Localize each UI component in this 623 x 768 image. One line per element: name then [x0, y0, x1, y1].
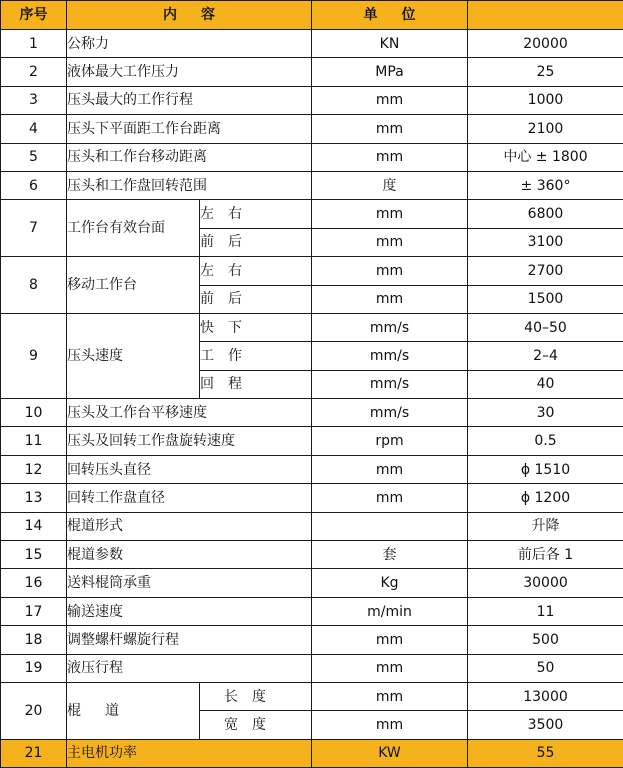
row-value: 3100 — [468, 228, 623, 256]
row-value: 前后各 1 — [468, 541, 623, 569]
row-name: 压头和工作盘回转范围 — [67, 171, 312, 199]
row-name: 送料棍筒承重 — [67, 569, 312, 597]
header-value — [468, 1, 623, 30]
table-row — [1, 143, 623, 171]
table-row — [1, 86, 623, 114]
row-value: ϕ 1510 — [468, 455, 623, 483]
row-seq: 11 — [1, 427, 67, 455]
row-value: 20000 — [468, 30, 623, 58]
row-unit: mm — [312, 455, 468, 483]
row-value: 30 — [468, 399, 623, 427]
table-row — [1, 30, 623, 58]
row-name: 压头和工作台移动距离 — [67, 143, 312, 171]
row-value: 3500 — [468, 711, 623, 739]
table-row — [1, 682, 623, 710]
row-seq: 15 — [1, 541, 67, 569]
row-sub-label: 工作 — [200, 342, 312, 370]
table-row — [1, 313, 623, 341]
row-unit: MPa — [312, 58, 468, 86]
row-sub-label: 左右 — [200, 200, 312, 228]
table-row — [1, 200, 623, 228]
row-unit: mm — [312, 257, 468, 285]
row-seq: 5 — [1, 143, 67, 171]
table-row — [1, 171, 623, 199]
row-value: 50 — [468, 654, 623, 682]
row-unit: mm — [312, 285, 468, 313]
row-value: 55 — [468, 739, 623, 767]
row-unit: KW — [312, 739, 468, 767]
table-row — [1, 58, 623, 86]
row-unit: m/min — [312, 597, 468, 625]
row-value: 40 — [468, 370, 623, 398]
row-seq: 13 — [1, 484, 67, 512]
row-value: 6800 — [468, 200, 623, 228]
row-unit: mm — [312, 86, 468, 114]
row-value: 1500 — [468, 285, 623, 313]
row-name: 回转工作盘直径 — [67, 484, 312, 512]
row-name: 棍道形式 — [67, 512, 312, 540]
row-unit: mm — [312, 654, 468, 682]
row-unit: KN — [312, 30, 468, 58]
row-seq: 9 — [1, 313, 67, 398]
row-unit: mm — [312, 200, 468, 228]
row-value: 13000 — [468, 682, 623, 710]
row-sub-label: 前后 — [200, 228, 312, 256]
row-name: 液压行程 — [67, 654, 312, 682]
table-row — [1, 455, 623, 483]
row-unit: Kg — [312, 569, 468, 597]
row-sub-label: 宽度 — [200, 711, 312, 739]
row-value: 40–50 — [468, 313, 623, 341]
row-seq: 4 — [1, 115, 67, 143]
table-row — [1, 257, 623, 285]
row-name: 压头及回转工作盘旋转速度 — [67, 427, 312, 455]
row-name: 棍道参数 — [67, 541, 312, 569]
row-unit — [312, 512, 468, 540]
table-row — [1, 597, 623, 625]
table-row — [1, 484, 623, 512]
row-name: 主电机功率 — [67, 739, 312, 767]
row-sub-label: 回程 — [200, 370, 312, 398]
row-seq: 3 — [1, 86, 67, 114]
row-seq: 6 — [1, 171, 67, 199]
table-row — [1, 541, 623, 569]
row-unit: mm/s — [312, 370, 468, 398]
row-unit: rpm — [312, 427, 468, 455]
row-name: 回转压头直径 — [67, 455, 312, 483]
row-unit: mm — [312, 115, 468, 143]
row-seq: 1 — [1, 30, 67, 58]
row-sub-label: 左右 — [200, 257, 312, 285]
row-name: 工作台有效台面 — [67, 200, 200, 257]
row-seq: 14 — [1, 512, 67, 540]
row-seq: 17 — [1, 597, 67, 625]
table-row — [1, 512, 623, 540]
row-value: 30000 — [468, 569, 623, 597]
row-name: 压头下平面距工作台距离 — [67, 115, 312, 143]
row-unit: mm/s — [312, 342, 468, 370]
row-value: 2–4 — [468, 342, 623, 370]
row-unit: mm/s — [312, 399, 468, 427]
row-unit: 套 — [312, 541, 468, 569]
spec-body — [1, 30, 623, 768]
row-value: 11 — [468, 597, 623, 625]
table-row — [1, 569, 623, 597]
row-unit: 度 — [312, 171, 468, 199]
table-row — [1, 427, 623, 455]
row-value: ϕ 1200 — [468, 484, 623, 512]
row-name: 移动工作台 — [67, 257, 200, 314]
row-sub-label: 长度 — [200, 682, 312, 710]
row-name: 液体最大工作压力 — [67, 58, 312, 86]
header-unit: 单位 — [312, 1, 468, 30]
table-row — [1, 626, 623, 654]
row-value: 0.5 — [468, 427, 623, 455]
row-name: 棍道 — [67, 682, 200, 739]
row-sub-label: 快下 — [200, 313, 312, 341]
table-row — [1, 115, 623, 143]
row-seq: 12 — [1, 455, 67, 483]
row-seq: 8 — [1, 257, 67, 314]
row-seq: 20 — [1, 682, 67, 739]
row-unit: mm — [312, 682, 468, 710]
table-row — [1, 399, 623, 427]
row-value: ± 360° — [468, 171, 623, 199]
row-seq: 2 — [1, 58, 67, 86]
table-row-highlighted — [1, 739, 623, 767]
row-unit: mm — [312, 484, 468, 512]
row-name: 压头最大的工作行程 — [67, 86, 312, 114]
header-content: 内容 — [67, 1, 312, 30]
row-seq: 21 — [1, 739, 67, 767]
row-name: 输送速度 — [67, 597, 312, 625]
row-value: 升降 — [468, 512, 623, 540]
row-value: 1000 — [468, 86, 623, 114]
row-seq: 16 — [1, 569, 67, 597]
row-seq: 10 — [1, 399, 67, 427]
row-name: 调整螺杆螺旋行程 — [67, 626, 312, 654]
row-unit: mm — [312, 711, 468, 739]
row-name: 压头速度 — [67, 313, 200, 398]
row-unit: mm — [312, 626, 468, 654]
row-value: 2700 — [468, 257, 623, 285]
row-value: 中心 ± 1800 — [468, 143, 623, 171]
row-value: 2100 — [468, 115, 623, 143]
row-name: 压头及工作台平移速度 — [67, 399, 312, 427]
row-seq: 19 — [1, 654, 67, 682]
row-unit: mm/s — [312, 313, 468, 341]
row-sub-label: 前后 — [200, 285, 312, 313]
row-seq: 7 — [1, 200, 67, 257]
row-value: 25 — [468, 58, 623, 86]
header-seq: 序号 — [1, 1, 67, 30]
header-row — [1, 1, 623, 30]
row-value: 500 — [468, 626, 623, 654]
row-unit: mm — [312, 143, 468, 171]
row-unit: mm — [312, 228, 468, 256]
row-name: 公称力 — [67, 30, 312, 58]
row-seq: 18 — [1, 626, 67, 654]
table-row — [1, 654, 623, 682]
